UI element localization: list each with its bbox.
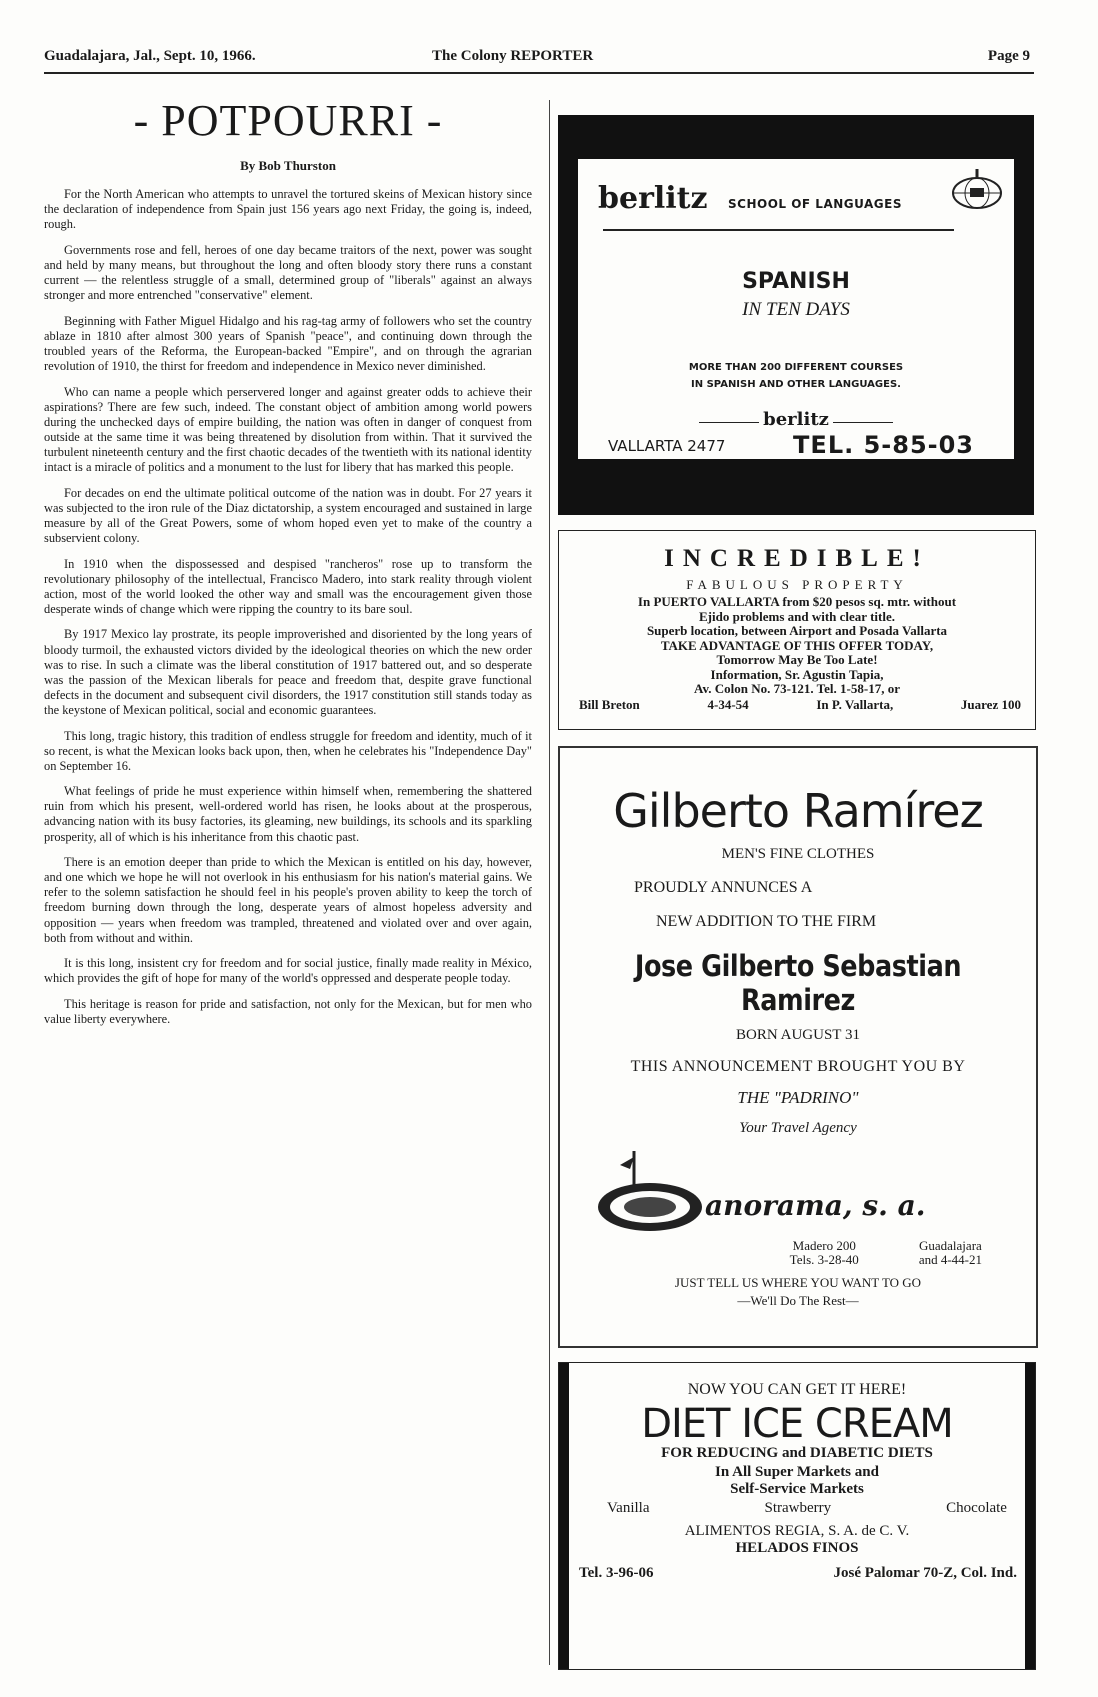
- property-ad-contact-place: In P. Vallarta,: [816, 697, 894, 712]
- berlitz-address: VALLARTA 2477: [608, 437, 726, 455]
- article-paragraph: For the North American who attempts to unravel the tortured skeins of Mexican history since the declaration of independence from Spain just 156 years ago next Friday, the going is, indeed, rough.: [44, 187, 532, 232]
- property-ad-contact-address: Juarez 100: [960, 697, 1021, 712]
- masthead-paper-name: The Colony REPORTER: [432, 48, 594, 64]
- flavor-item: Strawberry: [764, 1500, 832, 1516]
- panorama-address-line: Madero 200: [792, 1238, 856, 1253]
- property-ad-contact-tel: 4-34-54: [707, 697, 749, 712]
- panorama-globe-icon: [590, 1149, 710, 1239]
- property-ad-subtitle: FABULOUS PROPERTY: [686, 577, 908, 592]
- diet-ad-purpose: FOR REDUCING and DIABETIC DIETS: [661, 1445, 933, 1461]
- diet-ad-availability-line: Self-Service Markets: [730, 1481, 864, 1497]
- globe-icon: [950, 167, 1004, 211]
- gilberto-ad-baby-name: Jose Gilberto Sebastian Ramirez: [634, 949, 962, 1017]
- diet-ad-footer: [559, 1565, 1035, 1582]
- property-ad-line: In PUERTO VALLARTA from $20 pesos sq. mtr. without: [637, 594, 957, 609]
- masthead-rule: [44, 72, 1034, 74]
- article-paragraph: In 1910 when the dispossessed and despised "rancheros" rose up to transform the revolutionary philosophy of the intellectual, Francisco Madero, into stark reality through violent action, most of the world looked the other way and small was the encouragement given those desperate winds of change which were ripping the country to its bare soul.: [44, 556, 532, 616]
- flavor-item: Vanilla: [607, 1500, 650, 1516]
- gilberto-ad-proudly: PROUDLY ANNUNCES A: [634, 879, 813, 896]
- panorama-address-right: [919, 1239, 982, 1267]
- panorama-logo: [560, 1149, 1036, 1239]
- diet-ad-address: José Palomar 70-Z, Col. Ind.: [833, 1565, 1017, 1581]
- article-paragraph: It is this long, insistent cry for freedom and for social justice, finally made reality in México, which provides the gift of hope for many of the world's oppressed and desperate people today.: [44, 956, 532, 986]
- masthead-page-number: Page 9: [987, 48, 1030, 64]
- column-divider: [549, 100, 550, 1665]
- article-byline: By Bob Thurston: [240, 158, 336, 173]
- berlitz-mid-logo: berlitz: [578, 409, 1014, 430]
- gilberto-ramirez-ad: [558, 746, 1038, 1348]
- panorama-address-left: [790, 1239, 859, 1267]
- berlitz-subhead: IN TEN DAYS: [742, 299, 850, 320]
- diet-ad-title: DIET ICE CREAM: [641, 1401, 953, 1447]
- article-paragraph: This long, tragic history, this tradition of endless struggle for freedom and identity, much of it so recent, is what the Mexican looks back upon, then, when he celebrates his "Independence Day" on September 16.: [44, 728, 532, 773]
- diet-ad-availability: [559, 1464, 1035, 1498]
- article-paragraph: For decades on end the ultimate political outcome of the nation was in doubt. For 27 years it was subjected to the iron rule of the Diaz dictatorship, a system encouraged and sustained in large measure by all of the Great Powers, some of whom hoped even yet to make of the country a subservient colony.: [44, 485, 532, 545]
- article-paragraph: What feelings of pride he must experience within himself when, remembering the shattered ruin from which his present, well-ordered world has risen, he looks about at the prosperous, advancing nation with its busy factories, its gleaming, new buildings, its schools and its sparkling prosperity, all of which is his inheritance from this chaotic past.: [44, 784, 532, 844]
- gilberto-ad-sponsor-line: THIS ANNOUNCEMENT BROUGHT YOU BY: [630, 1058, 966, 1075]
- property-ad-line: Ejido problems and with clear title.: [699, 608, 895, 624]
- article-paragraph: By 1917 Mexico lay prostrate, its people improverished and disoriented by the long years of bloody turmoil, the exhausted victors divided by the ideological theories on which the new order was to rise. In such a climate was the liberal constitution of 1917 battered out, and so desperate was the passion of the Mexican liberals for peace and freedom that, despite grave functional defects in the document and subsequent civil disorders, the 1917 constitution still stands today as the keystone of Mexican political, social and economic guarantees.: [44, 627, 532, 717]
- property-ad-footer: [579, 697, 1021, 713]
- diet-ad-border-right: [1025, 1363, 1035, 1669]
- panorama-address-line: Guadalajara: [919, 1238, 982, 1253]
- masthead-date: Guadalajara, Jal., Sept. 10, 1966.: [44, 48, 256, 64]
- berlitz-headline: SPANISH: [742, 269, 850, 294]
- gilberto-ad-name: Gilberto Ramírez: [613, 784, 983, 838]
- berlitz-ad-panel: [578, 159, 1014, 459]
- panorama-logo-text: anorama, s. a.: [705, 1189, 926, 1222]
- property-ad-contact-name: Bill Breton: [579, 697, 640, 712]
- berlitz-school-label: SCHOOL OF LANGUAGES: [728, 197, 902, 211]
- gilberto-ad-travel: Your Travel Agency: [739, 1120, 857, 1136]
- flavor-item: Chocolate: [946, 1500, 1007, 1516]
- diet-ad-company: ALIMENTOS REGIA, S. A. de C. V.: [684, 1523, 910, 1539]
- property-ad-line: Superb location, between Airport and Posada Vallarta: [646, 623, 948, 638]
- gilberto-ad-born: BORN AUGUST 31: [736, 1027, 860, 1043]
- berlitz-logo: berlitz: [598, 181, 708, 216]
- panorama-address-line: and 4-44-21: [918, 1252, 982, 1267]
- property-ad-line: Av. Colon No. 73-121. Tel. 1-58-17, or: [694, 681, 900, 696]
- property-ad: [558, 530, 1036, 730]
- berlitz-courses-line: IN SPANISH AND OTHER LANGUAGES.: [691, 379, 901, 390]
- article-paragraph: There is an emotion deeper than pride to which the Mexican is entitled on his day, however, and one which we hope he will not overlook in his enthusiasm for his nation's material gains. We refer to the solemn satisfaction he should feel in his people's proven ability to keep the torch of freedom burning down through the long, desperate years of almost hopeless adversity and opposition — years when freedom was trampled, threatened and violated over and over again, both from without and within.: [44, 855, 532, 945]
- article-headline: - POTPOURRI -: [133, 96, 443, 145]
- property-ad-body: [559, 595, 1035, 697]
- gilberto-ad-new-addition: NEW ADDITION TO THE FIRM: [656, 913, 877, 930]
- berlitz-courses: [578, 359, 1014, 393]
- property-ad-line: TAKE ADVANTAGE OF THIS OFFER TODAY,: [660, 637, 934, 653]
- berlitz-telephone: TEL. 5-85-03: [793, 431, 974, 459]
- diet-ad-intro: NOW YOU CAN GET IT HERE!: [687, 1381, 907, 1398]
- article-paragraph: Governments rose and fell, heroes of one day became traitors of the next, power was sought and held by many means, but throughout the long and often bloody story there runs a constant current — the relentless struggle of a small, determined group of "liberals" against an always stronger and more entrenched "conservative" element.: [44, 242, 532, 303]
- diet-ice-cream-ad: [558, 1362, 1036, 1670]
- property-ad-line: Information, Sr. Agustin Tapia,: [710, 666, 884, 682]
- property-ad-line: Tomorrow May Be Too Late!: [716, 652, 878, 667]
- berlitz-rule: [603, 229, 954, 231]
- panorama-slogan-tagline: —We'll Do The Rest—: [737, 1293, 859, 1308]
- berlitz-courses-line: MORE THAN 200 DIFFERENT COURSES: [688, 362, 904, 373]
- article-paragraph: Beginning with Father Miguel Hidalgo and his rag-tag army of followers who set the country ablaze in 1810 after almost 300 years of Spanish "peace", and continuing down through the troubled years of the Reforma, the European-backed "Empire", and on through the agrarian revolution of 1910, the thirst for freedom and independence in Mexico never diminished.: [44, 313, 532, 374]
- diet-ad-telephone: Tel. 3-96-06: [579, 1565, 654, 1581]
- panorama-slogan: JUST TELL US WHERE YOU WANT TO GO: [674, 1275, 922, 1290]
- diet-ad-flavors: [559, 1500, 1035, 1517]
- diet-ad-brand: HELADOS FINOS: [735, 1540, 859, 1556]
- gilberto-ad-padrino: THE "PADRINO": [737, 1088, 859, 1107]
- panorama-address-line: Tels. 3-28-40: [789, 1252, 859, 1267]
- berlitz-ad: [558, 115, 1034, 515]
- diet-ad-border-left: [559, 1363, 569, 1669]
- article-paragraph: This heritage is reason for pride and satisfaction, not only for the Mexican, but for men who value liberty everywhere.: [44, 996, 532, 1026]
- article-paragraph: Who can name a people which perservered longer and against greater odds to achieve their aspirations? There are few such, indeed. The constant object of ambition among world powers during the unchecked days of empire building, the nation was often in danger of conquest from outside at the same time it was being threatened by disolution from within. That it survived the turbulent nineteenth century and the first chaotic decades of the twentieth with its national identity intact is a miracle of politics and a monument to the lust for libery that has marked this people.: [44, 384, 532, 475]
- property-ad-title: INCREDIBLE!: [664, 545, 930, 572]
- panorama-address: [560, 1239, 982, 1267]
- article-potpourri: [44, 92, 532, 1038]
- masthead: [44, 44, 1034, 74]
- gilberto-ad-tagline: MEN'S FINE CLOTHES: [721, 846, 875, 862]
- diet-ad-availability-line: In All Super Markets and: [715, 1464, 879, 1480]
